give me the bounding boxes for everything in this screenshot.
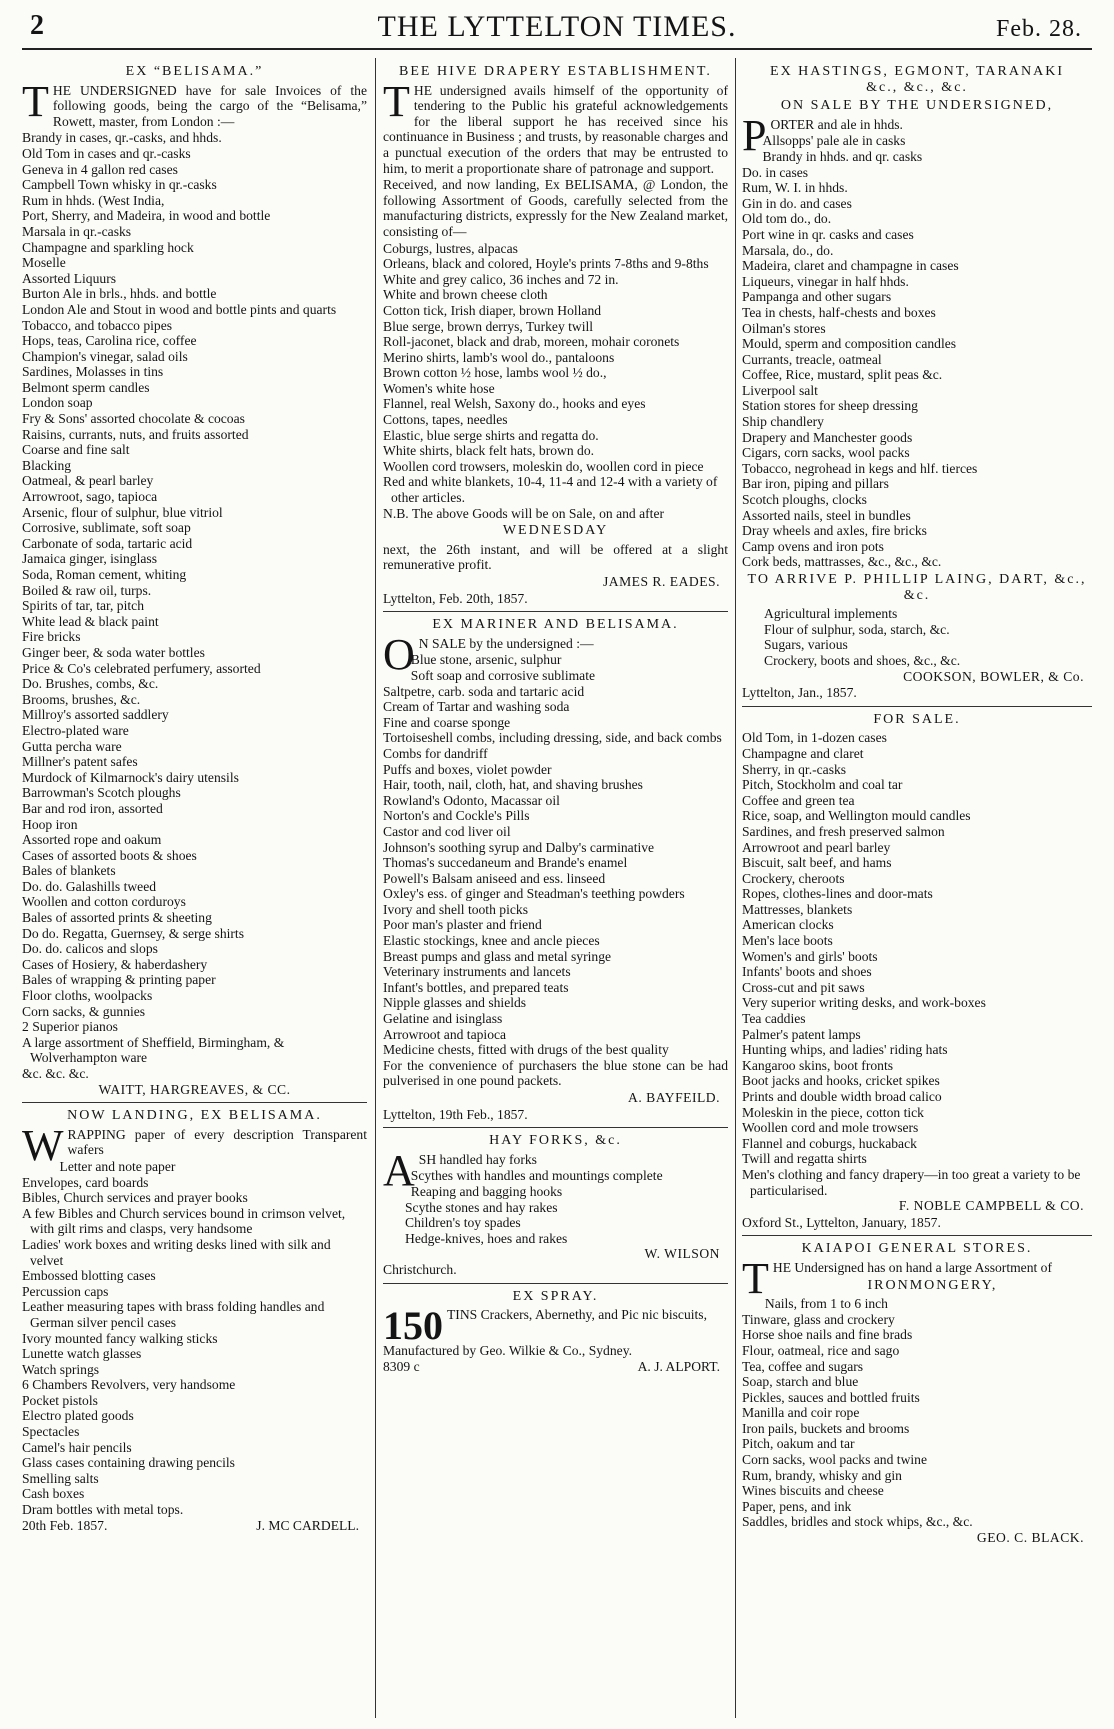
list-item: Glass cases containing drawing pencils (22, 1455, 235, 1471)
ad-date: Oxford St., Lyttelton, January, 1857. (742, 1214, 941, 1230)
list-item: Children's toy spades (405, 1215, 521, 1231)
list-item: Millroy's assorted saddlery (22, 707, 169, 723)
list-item: Ginger beer, & soda water bottles (22, 644, 205, 660)
list-item: Port wine in qr. casks and cases (742, 226, 914, 242)
ad-separator (742, 706, 1092, 707)
list-item: Brandy in hhds. and qr. casks (762, 148, 923, 164)
ad-heading: NOW LANDING, EX BELISAMA. (67, 1108, 322, 1124)
list-item: White and brown cheese cloth (383, 287, 548, 303)
list-item: Ivory mounted fancy walking sticks (22, 1330, 218, 1346)
list-item: Bales of assorted prints & sheeting (22, 910, 212, 926)
list-item: Gelatine and isinglass (383, 1011, 503, 1027)
list-item: Twill and regatta shirts (742, 1151, 867, 1167)
list-item: Bar and rod iron, assorted (22, 800, 163, 816)
item-list (742, 606, 1092, 668)
list-item: Dram bottles with metal tops. (22, 1502, 184, 1518)
column-rule (735, 58, 736, 1718)
list-item: White lead & black paint (22, 613, 159, 629)
ad-separator (22, 1102, 367, 1103)
list-item: White and grey calico, 36 inches and 72 in. (383, 271, 619, 287)
list-item: Leather measuring tapes with brass folding handles and German silver pencil cases (22, 1299, 325, 1330)
list-item: Mould, sperm and composition candles (742, 336, 957, 352)
ad-heading: EX SPRAY. (512, 1288, 599, 1304)
drop-cap: T (742, 1253, 769, 1303)
list-item: Liverpool salt (742, 382, 818, 398)
ad-signature: A. J. ALPORT. (637, 1358, 720, 1374)
list-item: Powell's Balsam aniseed and ess. linseed (383, 870, 606, 886)
ad-signature: F. NOBLE CAMPBELL & CO. (898, 1198, 1084, 1214)
list-item: Breast pumps and glass and metal syringe (383, 948, 612, 964)
list-item: Blacking (22, 457, 72, 473)
list-item: Tea in chests, half-chests and boxes (742, 304, 936, 320)
list-item: Camp ovens and iron pots (742, 538, 884, 554)
list-item: London Ale and Stout in wood and bottle pints and quarts (22, 301, 337, 317)
list-item: Envelopes, card boards (22, 1174, 149, 1190)
list-item: Gin in do. and cases (742, 195, 852, 211)
list-item: Champagne and sparkling hock (22, 239, 194, 255)
list-item: Spectacles (22, 1424, 80, 1440)
list-item: Rum, brandy, whisky and gin (742, 1467, 902, 1483)
list-item: Watch springs (22, 1361, 100, 1377)
list-item: Nails, from 1 to 6 inch (764, 1296, 888, 1312)
list-item: Pampanga and other sugars (742, 289, 892, 305)
list-item: Bar iron, piping and pillars (742, 476, 889, 492)
list-item: Women's white hose (383, 380, 495, 396)
ad-date: Lyttelton, Jan., 1857. (742, 685, 857, 701)
ad-beehive (383, 64, 728, 606)
item-list (383, 241, 728, 506)
list-item: Do. do. Galashills tweed (22, 878, 157, 894)
list-item: Boiled & raw oil, turps. (22, 582, 152, 598)
list-item: Pickles, sauces and bottled fruits (742, 1389, 920, 1405)
list-item: Smelling salts (22, 1470, 99, 1486)
list-item: Red and white blankets, 10-4, 11-4 and 12-4 with a variety of other articles. (383, 474, 718, 506)
list-item: Bales of blankets (22, 863, 116, 879)
list-item: Flour, oatmeal, rice and sago (742, 1342, 900, 1358)
list-item: Roll-jaconet, black and drab, moreen, mohair coronets (383, 334, 680, 350)
list-item: Cork beds, mattrasses, &c., &c., &c. (742, 554, 942, 570)
list-item: Soap, starch and blue (742, 1374, 859, 1390)
list-item: Palmer's patent lamps (742, 1026, 861, 1042)
list-item: Johnson's soothing syrup and Dalby's carminative (383, 839, 655, 855)
item-list (22, 130, 367, 1081)
list-item: Ladies' work boxes and writing desks lined with silk and velvet (22, 1236, 331, 1268)
list-item: Hunting whips, and ladies' riding hats (742, 1042, 948, 1058)
list-item: Cases of assorted boots & shoes (22, 847, 197, 863)
list-item: Bibles, Church services and prayer books (22, 1190, 248, 1206)
page-number: 2 (30, 10, 44, 41)
ad-footer (383, 1359, 728, 1375)
ad-heading: HAY FORKS, &c. (489, 1133, 622, 1149)
list-item: Cotton tick, Irish diaper, brown Holland (383, 302, 602, 318)
list-item: Infant's bottles, and prepared teats (383, 979, 569, 995)
ad-signature: GEO. C. BLACK. (976, 1530, 1084, 1546)
list-item: Lunette watch glasses (22, 1346, 142, 1362)
list-item: Corn sacks, wool packs and twine (742, 1452, 927, 1468)
ad-signature: A. BAYFEILD. (628, 1090, 720, 1105)
list-item: Do do. Regatta, Guernsey, & serge shirts (22, 925, 244, 941)
list-item: Assorted rope and oakum (22, 832, 162, 848)
ad-footer (22, 1518, 367, 1534)
list-item: Champagne and claret (742, 745, 864, 761)
list-item: Pitch, oakum and tar (742, 1436, 855, 1452)
list-item: Woollen cord and mole trowsers (742, 1120, 919, 1136)
ad-signature: COOKSON, BOWLER, & Co. (903, 668, 1084, 684)
list-item: Fire bricks (22, 629, 81, 645)
list-item: Marsala in qr.-casks (22, 223, 132, 239)
list-item: Crockery, cheroots (742, 870, 845, 886)
list-item: Percussion caps (22, 1283, 109, 1299)
list-item: Infants' boots and shoes (742, 964, 872, 980)
list-item: Scythe stones and hay rakes (405, 1199, 558, 1215)
big-number: 150 (383, 1303, 443, 1349)
masthead (22, 8, 1092, 50)
item-list (383, 1168, 728, 1246)
list-item: Cigars, corn sacks, wool packs (742, 445, 910, 461)
list-item: Arrowroot and tapioca (383, 1026, 507, 1042)
list-item: Hedge-knives, hoes and rakes (405, 1230, 568, 1246)
list-item: Veterinary instruments and lancets (383, 964, 571, 980)
ad-ref: 8309 c (383, 1358, 420, 1374)
list-item: Sardines, Molasses in tins (22, 364, 164, 380)
list-item: Champion's vinegar, salad oils (22, 348, 188, 364)
list-item: American clocks (742, 917, 834, 933)
column-rule (375, 58, 376, 1718)
item-list (742, 1296, 1092, 1530)
list-item: Belmont sperm candles (22, 379, 150, 395)
list-item: Old tom do., do. (742, 211, 832, 227)
list-item: Marsala, do., do. (742, 242, 834, 258)
list-item: Burton Ale in brls., hhds. and bottle (22, 286, 217, 302)
list-item: Letter and note paper (59, 1158, 176, 1174)
list-item: Wines biscuits and cheese (742, 1483, 884, 1499)
list-item: Hops, teas, Carolina rice, coffee (22, 333, 197, 349)
list-item: Spirits of tar, tar, pitch (22, 598, 144, 614)
list-item: Sugars, various (764, 637, 848, 653)
list-item: Norton's and Cockle's Pills (383, 808, 530, 824)
list-item: Tortoiseshell combs, including dressing, side, and back combs (383, 730, 722, 746)
list-item: Cottons, tapes, needles (383, 412, 508, 428)
list-item: Allsopps' pale ale in casks (762, 133, 906, 149)
list-item: &c. &c. &c. (22, 1066, 89, 1081)
list-item: Coffee and green tea (742, 792, 855, 808)
ad-separator (383, 1127, 728, 1128)
list-item: Millner's patent safes (22, 754, 138, 770)
list-item: Jamaica ginger, isinglass (22, 551, 157, 567)
drop-cap: P (742, 110, 767, 160)
list-item: Biscuit, salt beef, and hams (742, 855, 892, 871)
list-item: Cross-cut and pit saws (742, 979, 865, 995)
list-item: Floor cloths, woolpacks (22, 988, 153, 1004)
ad-spray (383, 1289, 728, 1375)
ad-heading: KAIAPOI GENERAL STORES. (801, 1241, 1033, 1257)
list-item: Do. do. calicos and slops (22, 941, 158, 957)
item-list (383, 652, 728, 1057)
list-item: Camel's hair pencils (22, 1439, 132, 1455)
ad-signature: JAMES R. EADES. (602, 574, 720, 589)
list-item: Horse shoe nails and fine brads (742, 1327, 913, 1343)
list-item: Orleans, black and colored, Hoyle's prints 7-8ths and 9-8ths (383, 256, 709, 272)
ad-hayforks (383, 1133, 728, 1277)
ad-closing: next, the 26th instant, and will be offered at a slight remunerative profit. (383, 541, 728, 573)
list-item: Flannel, real Welsh, Saxony do., hooks and eyes (383, 396, 646, 412)
ad-place: Christchurch. (383, 1261, 457, 1277)
list-item: Price & Co's celebrated perfumery, assorted (22, 660, 261, 676)
drop-cap: T (383, 76, 410, 126)
list-item: Currants, treacle, oatmeal (742, 351, 882, 367)
list-item: Poor man's plaster and friend (383, 917, 542, 933)
list-item: Prints and double width broad calico (742, 1089, 942, 1104)
drop-cap: O (383, 629, 415, 679)
ad-date: Lyttelton, Feb. 20th, 1857. (383, 590, 528, 606)
list-item: Sherry, in qr.-casks (742, 761, 847, 777)
list-item: Saltpetre, carb. soda and tartaric acid (383, 683, 585, 699)
list-item: Iron pails, buckets and brooms (742, 1420, 910, 1436)
ad-heading-2: &c., &c., &c. (866, 79, 968, 95)
list-item: Drapery and Manchester goods (742, 429, 913, 445)
ad-closing: For the convenience of purchasers the blue stone can be had pulverised in one pound packets. (383, 1057, 728, 1089)
list-item: London soap (22, 395, 93, 411)
list-item: Oilman's stores (742, 320, 826, 336)
ad-signature: WAITT, HARGREAVES, & CC. (98, 1081, 291, 1097)
list-item: Geneva in 4 gallon red cases (22, 161, 178, 177)
list-item: Campbell Town whisky in qr.-casks (22, 177, 217, 193)
list-item: Raisins, currants, nuts, and fruits assorted (22, 426, 249, 442)
list-item: Soda, Roman cement, whiting (22, 567, 187, 582)
list-item: Station stores for sheep dressing (742, 398, 918, 414)
item-list (742, 730, 1092, 1198)
list-item: Liqueurs, vinegar in half hhds. (742, 273, 909, 289)
item-list (742, 133, 1092, 570)
list-item: Rum, W. I. in hhds. (742, 180, 848, 196)
ad-heading: EX MARINER AND BELISAMA. (432, 617, 679, 633)
ad-intro: PORTER and ale in hhds. (742, 110, 903, 160)
list-item: A large assortment of Sheffield, Birmingham, & Wolverhampton ware (22, 1034, 285, 1066)
list-item: Scythes with handles and mountings complete (410, 1168, 663, 1184)
ad-subheading: ON SALE BY THE UNDERSIGNED, (780, 98, 1054, 114)
list-item: Brown cotton ½ hose, lambs wool ½ do., (383, 365, 607, 381)
drop-cap: T (22, 76, 49, 126)
list-item: A few Bibles and Church services bound in crimson velvet, with gilt rims and clasps, very handsome (22, 1205, 346, 1237)
list-item: Old Tom in cases and qr.-casks (22, 145, 191, 161)
list-item: Rowland's Odonto, Macassar oil (383, 792, 560, 808)
list-item: Reaping and bagging hooks (410, 1183, 563, 1199)
list-item: Pitch, Stockholm and coal tar (742, 777, 903, 793)
list-item: Tea caddies (742, 1011, 806, 1027)
ad-intro: ASH handled hay forks (383, 1145, 537, 1195)
list-item: Tobacco, and tobacco pipes (22, 317, 173, 333)
list-item: Cream of Tartar and washing soda (383, 699, 570, 715)
list-item: Castor and cod liver oil (383, 823, 511, 839)
list-item: Dray wheels and axles, fire bricks (742, 523, 927, 539)
list-item: Murdock of Kilmarnock's dairy utensils (22, 769, 239, 785)
list-item: Fine and coarse sponge (383, 714, 511, 730)
list-item: Tobacco, negrohead in kegs and hlf. tierces (742, 460, 978, 476)
list-item: Ropes, clothes-lines and door-mats (742, 886, 933, 902)
ad-intro: O N SALE by the undersigned :— (383, 629, 594, 679)
list-item: Blue stone, arsenic, sulphur (410, 652, 562, 668)
list-item: Electro plated goods (22, 1408, 134, 1424)
list-item: White shirts, black felt hats, brown do. (383, 443, 595, 459)
ad-subheading: IRONMONGERY, (867, 1277, 998, 1293)
list-item: Ivory and shell tooth picks (383, 901, 528, 917)
list-item: Woollen cord trowsers, moleskin do, woollen cord in piece (383, 458, 704, 474)
list-item: Cash boxes (22, 1486, 85, 1502)
list-item: Boot jacks and hooks, cricket spikes (742, 1073, 940, 1089)
list-item: Oxley's ess. of ginger and Steadman's teething powders (383, 886, 685, 902)
ad-signature: J. MC CARDELL. (256, 1517, 359, 1533)
list-item: Port, Sherry, and Madeira, in wood and bottle (22, 208, 271, 224)
list-item: Men's lace boots (742, 933, 833, 949)
ad-day: WEDNESDAY (502, 523, 609, 539)
ad-intro: THE undersigned avails himself of the opportunity of tendering to the Public his grateful acknowledgements for the liberal support he has received since his continuance in Business ; and trusts, by reasonable charges and a punctual execution of the orders that may be entrusted to him, to merit a proportionate share of patronage and support. (383, 76, 728, 176)
list-item: Electro-plated ware (22, 722, 129, 738)
list-item: Crockery, boots and shoes, &c., &c. (764, 652, 961, 668)
ad-heading: EX “BELISAMA.” (125, 64, 264, 79)
list-item: Woollen and cotton corduroys (22, 894, 186, 910)
list-item: Elastic, blue serge shirts and regatta do. (383, 427, 599, 443)
drop-cap: W (22, 1120, 64, 1170)
ad-heading: EX HASTINGS, EGMONT, TARANAKI (770, 64, 1064, 79)
ad-intro: WRAPPING paper of every description Transparent wafers (22, 1120, 367, 1170)
ad-arrive: TO ARRIVE P. PHILLIP LAING, DART, &c., &c. (747, 572, 1087, 603)
list-item: Pocket pistols (22, 1392, 98, 1408)
list-item: Barrowman's Scotch ploughs (22, 785, 181, 801)
ad-separator (383, 611, 728, 612)
list-item: Rice, soap, and Wellington mould candles (742, 808, 971, 824)
list-item: Elastic stockings, knee and ancle pieces (383, 933, 600, 949)
list-item: Kangaroo skins, boot fronts (742, 1057, 894, 1073)
list-item: Brooms, brushes, &c. (22, 691, 141, 707)
ad-date: Lyttelton, 19th Feb., 1857. (383, 1106, 528, 1122)
list-item: Ship chandlery (742, 414, 824, 430)
list-item: 2 Superior pianos (22, 1019, 118, 1035)
newspaper-title: THE LYTTELTON TIMES. (377, 10, 737, 43)
list-item: Arsenic, flour of sulphur, blue vitriol (22, 504, 223, 520)
list-item: Very superior writing desks, and work-boxes (742, 995, 986, 1011)
list-item: Fry & Sons' assorted chocolate & cocoas (22, 411, 245, 427)
list-item: Arrowroot, sago, tapioca (22, 489, 158, 505)
ad-kaiapoi (742, 1241, 1092, 1545)
ad-forsale (742, 712, 1092, 1231)
list-item: Moleskin in the piece, cotton tick (742, 1104, 924, 1120)
ad-separator (742, 1235, 1092, 1236)
list-item: Tea, coffee and sugars (742, 1358, 864, 1374)
list-item: Carbonate of soda, tartaric acid (22, 535, 193, 551)
list-item: Blue serge, brown derrys, Turkey twill (383, 318, 594, 334)
list-item: Flannel and coburgs, huckaback (742, 1135, 917, 1151)
list-item: Paper, pens, and ink (742, 1498, 852, 1514)
list-item: Moselle (22, 255, 66, 271)
column-3 (742, 62, 1092, 1550)
list-item: Soft soap and corrosive sublimate (410, 667, 596, 683)
ad-separator (383, 1283, 728, 1284)
ad-note: N.B. The above Goods will be on Sale, on and after (383, 505, 665, 521)
list-item: Corrosive, sublimate, soft soap (22, 520, 191, 536)
drop-cap: A (383, 1145, 415, 1195)
list-item: Arrowroot and pearl barley (742, 839, 891, 855)
list-item: Flour of sulphur, soda, starch, &c. (764, 621, 950, 637)
list-item: Do. in cases (742, 164, 809, 180)
list-item: Cases of Hosiery, & haberdashery (22, 956, 208, 972)
ad-date: 20th Feb. 1857. (22, 1517, 108, 1533)
list-item: Brandy in cases, qr.-casks, and hhds. (22, 130, 222, 146)
list-item: Assorted Liquurs (22, 270, 117, 286)
list-item: Combs for dandriff (383, 745, 488, 761)
list-item: Women's and girls' boots (742, 948, 878, 964)
ad-intro: 150 TINS Crackers, Abernethy, and Pic nic biscuits, (383, 1303, 707, 1349)
ad-belisama (22, 64, 367, 1097)
list-item: Tinware, glass and crockery (742, 1311, 895, 1327)
list-item: Assorted nails, steel in bundles (742, 507, 911, 523)
ad-hastings (742, 64, 1092, 701)
list-item: Hoop iron (22, 816, 78, 832)
list-item: Old Tom, in 1-dozen cases (742, 730, 887, 746)
list-item: Nipple glasses and shields (383, 995, 527, 1011)
column-1 (22, 62, 367, 1537)
list-item: Thomas's succedaneum and Brande's enamel (383, 855, 628, 871)
item-list (22, 1159, 367, 1518)
ad-intro-2: Received, and now landing, Ex BELISAMA, @ London, the following Assortment of Goods, carefully selected from the manufacturing districts, expressly for the New Zealand market, consisting of— (383, 177, 728, 239)
list-item: Scotch ploughs, clocks (742, 492, 867, 508)
list-item: Gutta percha ware (22, 738, 122, 754)
ad-mariner (383, 617, 728, 1122)
list-item: Men's clothing and fancy drapery—in too great a variety to be particularised. (742, 1166, 1081, 1198)
list-item: Oatmeal, & pearl barley (22, 473, 154, 489)
list-item: Do. Brushes, combs, &c. (22, 676, 159, 692)
list-item: Embossed blotting cases (22, 1268, 156, 1284)
list-item: Coarse and fine salt (22, 442, 130, 458)
list-item: Agricultural implements (764, 606, 898, 622)
list-item: Manilla and coir rope (742, 1405, 860, 1421)
list-item: Medicine chests, fitted with drugs of the best quality (383, 1042, 669, 1058)
issue-date: Feb. 28. (996, 16, 1082, 42)
ad-manufacturer: Manufactured by Geo. Wilkie & Co., Sydney. (383, 1343, 633, 1359)
list-item: Corn sacks, & gunnies (22, 1003, 146, 1019)
ad-heading: BEE HIVE DRAPERY ESTABLISHMENT. (399, 64, 712, 79)
column-2 (383, 62, 728, 1378)
list-item: Rum in hhds. (West India, (22, 192, 165, 208)
list-item: Bales of wrapping & printing paper (22, 972, 216, 988)
list-item: Sardines, and fresh preserved salmon (742, 823, 945, 839)
list-item: Coburgs, lustres, alpacas (383, 240, 518, 256)
ad-signature: W. WILSON (644, 1246, 720, 1262)
ad-now-landing (22, 1108, 367, 1533)
list-item: Saddles, bridles and stock whips, &c., &c. (742, 1514, 973, 1530)
list-item: Coffee, Rice, mustard, split peas &c. (742, 367, 943, 383)
list-item: Puffs and boxes, violet powder (383, 761, 552, 777)
list-item: Hair, tooth, nail, cloth, hat, and shaving brushes (383, 777, 643, 793)
ad-heading: FOR SALE. (873, 711, 961, 727)
ad-intro: THE Undersigned has on hand a large Assortment of (742, 1253, 1053, 1303)
ad-intro: THE UNDERSIGNED have for sale Invoices of the following goods, being the cargo of the “Belisama,” Rowett, master, from London :— (22, 76, 367, 129)
list-item: Mattresses, blankets (742, 901, 853, 917)
list-item: Merino shirts, lamb's wool do., pantaloons (383, 349, 615, 365)
list-item: Madeira, claret and champagne in cases (742, 258, 959, 274)
list-item: 6 Chambers Revolvers, very handsome (22, 1377, 236, 1393)
